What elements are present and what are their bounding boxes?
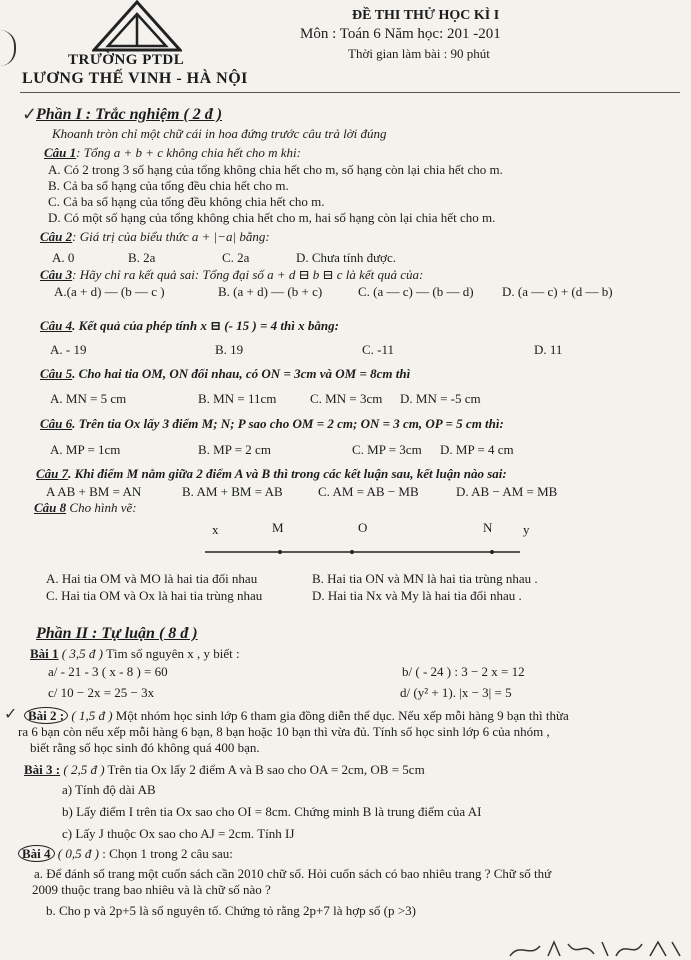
q6-text: . Trên tia Ox lấy 3 điểm M; N; P sao cho OM = 2 cm; ON = 3 cm, OP = 5 cm thì: [72,416,504,431]
left-binding-mark [0,30,16,66]
q2-option-d: D. Chưa tính được. [296,250,397,265]
q4-option-a: A. - 19 [50,342,87,357]
time-line: Thời gian làm bài : 90 phút [348,46,490,61]
q5-option-a: A. MN = 5 cm [50,391,127,406]
b3-text: Trên tia Ox lấy 2 điểm A và B sao cho OA = 2cm, OB = 5cm [104,762,425,777]
q1-text: : Tổng a + b + c không chia hết cho m khi: [76,145,301,160]
q4-label: Câu 4 [40,318,73,333]
q6-option-d: D. MP = 4 cm [440,442,514,457]
q1-option-c: C. Cả ba số hạng của tổng đều không chia hết cho m. [48,194,325,209]
q2 [40,229,270,245]
b1-points: ( 3,5 đ ) [58,646,103,661]
q8-option-c: C. Hai tia OM và Ox là hai tia trùng nhau [46,588,263,603]
q4-option-c: C. -11 [362,342,395,357]
b3-label: Bài 3 : [24,762,61,777]
b3 [24,762,425,778]
q1 [44,145,301,161]
q1-label: Câu 1 [44,145,77,160]
b1-part-b: b/ ( - 24 ) : 3 − 2 x = 12 [402,664,525,679]
b1-part-c: c/ 10 − 2x = 25 − 3x [48,685,155,700]
b1 [30,646,240,662]
q4-option-d: D. 11 [534,342,563,357]
q8-figure-line [200,538,530,558]
q2-option-b: B. 2a [128,250,156,265]
q6-option-c: C. MP = 3cm [352,442,422,457]
check-mark-icon-b2: ✓ [4,706,18,723]
b2-line1 [24,708,569,724]
b3-part-c: c) Lấy J thuộc Ox sao cho AJ = 2cm. Tính IJ [62,826,295,841]
q3-option-c: C. (a — c) — (b — d) [358,284,474,299]
q7-option-c: C. AM = AB − MB [318,484,419,499]
q6-option-b: B. MP = 2 cm [198,442,271,457]
q3-option-b: B. (a + d) — (b + c) [218,284,323,299]
q1-option-a: A. Có 2 trong 3 số hạng của tổng không chia hết cho m, số hạng còn lại chia hết cho m. [48,162,503,177]
q8-text: Cho hình vẽ: [66,500,137,515]
q2-option-c: C. 2a [222,250,250,265]
b3-part-a: a) Tính độ dài AB [62,782,156,797]
school-logo [92,0,182,52]
q5-option-c: C. MN = 3cm [310,391,383,406]
part1-heading: Phần I : Trắc nghiệm ( 2 đ ) [36,106,223,123]
q7-text: . Khi điểm M nằm giữa 2 điểm A và B thì trong các kết luận sau, kết luận nào sai: [68,466,507,481]
b3-points: ( 2,5 đ ) [60,762,105,777]
part1-instruction: Khoanh tròn chỉ một chữ cái in hoa đứng trước câu trả lời đúng [52,126,387,141]
q6-label: Câu 6 [40,416,73,431]
q8-option-a: A. Hai tia OM và MO là hai tia đối nhau [46,571,258,586]
b1-part-d: d/ (y² + 1). |x − 3| = 5 [400,685,512,700]
b2-label: Bài 2 : [24,707,68,724]
q5 [40,366,410,382]
q4-option-b: B. 19 [215,342,244,357]
q2-option-a: A. 0 [52,250,75,265]
q8-point-n: N [483,520,493,535]
b1-label: Bài 1 [30,646,59,661]
q5-option-d: D. MN = -5 cm [400,391,481,406]
q7-option-a: A AB + BM = AN [46,484,142,499]
q6-option-a: A. MP = 1cm [50,442,121,457]
q3-label: Câu 3 [40,267,73,282]
q3-option-d: D. (a — c) + (d — b) [502,284,613,299]
q2-label: Câu 2 [40,229,73,244]
q7 [36,466,507,482]
q3-option-a: A.(a + d) — (b — c ) [54,284,165,299]
q1-option-b: B. Cả ba số hạng của tổng đều chia hết cho m. [48,178,289,193]
q8-point-o: O [358,520,368,535]
school-name-line1: TRƯỜNG PTDL [68,52,185,68]
q8-point-m: M [272,520,284,535]
q8-option-d: D. Hai tia Nx và My là hai tia đối nhau . [312,588,522,603]
b3-part-b: b) Lấy điểm I trên tia Ox sao cho OI = 8cm. Chứng minh B là trung điểm của AI [62,804,482,819]
q8-label: Câu 8 [34,500,67,515]
b4-label: Bài 4 [18,845,55,862]
part2-heading: Phần II : Tự luận ( 8 đ ) [36,625,198,642]
q4 [40,318,339,334]
q8-option-b: B. Hai tia ON và MN là hai tia trùng nhau . [312,571,538,586]
q1-option-d: D. Có một số hạng của tổng không chia hết cho m, hai số hạng còn lại chia hết cho m. [48,210,496,225]
b2-line2: ra 6 bạn còn nếu xếp mỗi hàng 6 bạn, 8 bạn hoặc 10 bạn thì vừa đủ. Tính số học sinh lớp 6 của nhóm , [18,724,550,739]
b2-points: ( 1,5 đ ) [68,708,113,723]
q7-option-d: D. AB − AM = MB [456,484,558,499]
q7-label: Câu 7 [36,466,69,481]
q8-point-x: x [212,522,219,537]
check-mark-icon: ✓ [22,104,38,124]
b4-part-a-line1: a. Để đánh số trang một cuốn sách cần 2010 chữ số. Hỏi cuốn sách có bao nhiêu trang ? Chữ số thứ [34,866,552,881]
b4-part-a-line2: 2009 thuộc trang bao nhiêu và là chữ số nào ? [32,882,271,897]
q3-text: : Hãy chỉ ra kết quả sai: Tổng đại số a + d ⊟ b ⊟ c là kết quả của: [72,267,424,282]
q8-point-y: y [523,522,530,537]
q6 [40,416,504,432]
b2-text1: Một nhóm học sinh lớp 6 tham gia đồng diễn thể dục. Nếu xếp mỗi hàng 9 bạn thì thừa [112,708,569,723]
q3 [40,267,423,283]
q5-label: Câu 5 [40,366,73,381]
q7-option-b: B. AM + BM = AB [182,484,283,499]
b4-text: : Chọn 1 trong 2 câu sau: [98,846,233,861]
q5-option-b: B. MN = 11cm [198,391,277,406]
q2-text: : Giá trị của biểu thức a + |−a| bằng: [72,229,270,244]
header-divider [20,92,680,93]
b1-part-a: a/ - 21 - 3 ( x - 8 ) = 60 [48,664,168,679]
b4 [18,846,233,862]
b2-line3: biết rằng số học sinh đó không quá 400 bạn. [30,740,260,755]
q4-text: . Kết quả của phép tính x ⊟ (- 15 ) = 4 thì x bằng: [72,318,339,333]
subject-line: Môn : Toán 6 Năm học: 201 -201 [300,26,501,42]
q8 [34,500,137,516]
handwritten-scribble [508,938,688,960]
b1-text: Tìm số nguyên x , y biết : [102,646,240,661]
q5-text: . Cho hai tia OM, ON đối nhau, có ON = 3cm và OM = 8cm thì [72,366,411,381]
b4-part-b: b. Cho p và 2p+5 là số nguyên tố. Chứng tỏ rằng 2p+7 là hợp số (p >3) [46,903,416,918]
school-name-line2: LƯƠNG THẾ VINH - HÀ NỘI [22,70,248,87]
b4-points: ( 0,5 đ ) [54,846,99,861]
exam-title: ĐỀ THI THỬ HỌC KÌ I [352,8,500,23]
